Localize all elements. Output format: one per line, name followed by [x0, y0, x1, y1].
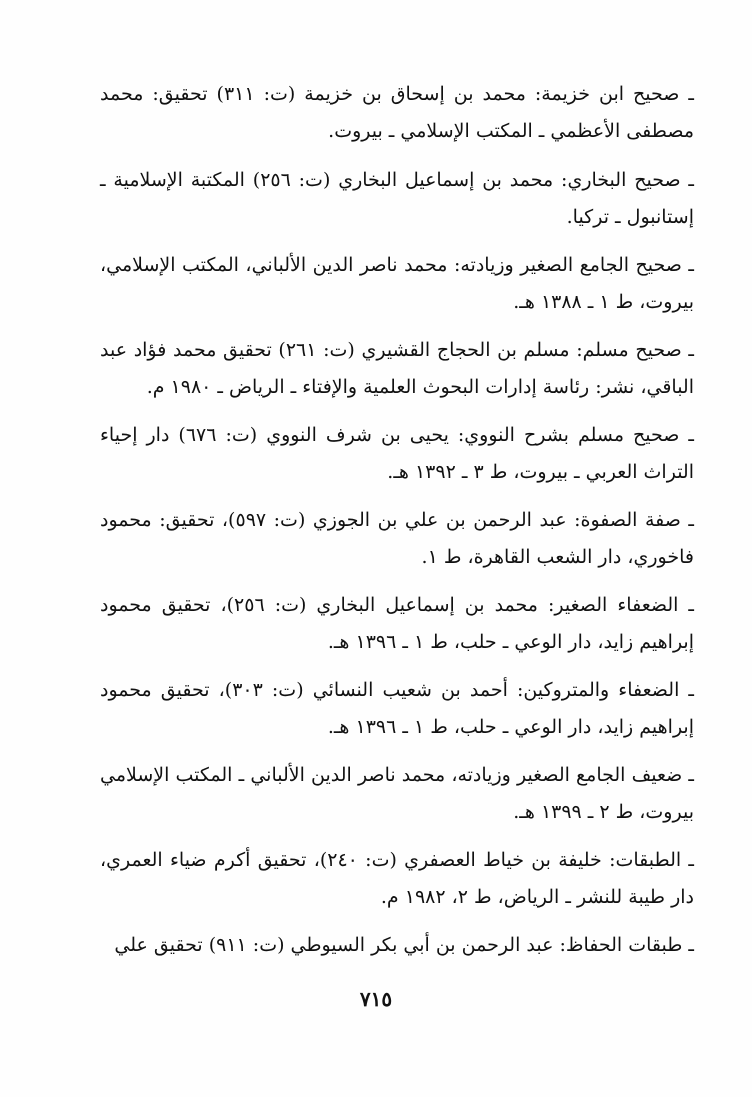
bibliography-entry: ـ الضعفاء الصغير: محمد بن إسماعيل البخاري (ت: ٢٥٦)، تحقيق محمود إبراهيم زايد، دار الوعي ـ حلب، ط ١ ـ ١٣٩٦ هـ.: [100, 594, 694, 653]
bibliography-entry: ـ ضعيف الجامع الصغير وزيادته، محمد ناصر الدين الألباني ـ المكتب الإسلامي بيروت، ط ٢ ـ ١٣٩٩ هـ.: [100, 764, 695, 823]
bibliography-entry: ـ صفة الصفوة: عبد الرحمن بن علي بن الجوزي (ت: ٥٩٧)، تحقيق: محمود فاخوري، دار الشعب القاهرة، ط ١.: [100, 509, 694, 568]
page-number: ٧١٥: [359, 987, 393, 1011]
bibliography-entry: ـ صحيح الجامع الصغير وزيادته: محمد ناصر الدين الألباني، المكتب الإسلامي، بيروت، ط ١ ـ ١٣٨٨ هـ.: [100, 254, 694, 313]
bibliography-entry: ـ طبقات الحفاظ: عبد الرحمن بن أبي بكر السيوطي (ت: ٩١١) تحقيق علي: [114, 934, 694, 956]
bibliography-list: [100, 76, 694, 964]
bibliography-entry: ـ صحيح مسلم: مسلم بن الحجاج القشيري (ت: ٢٦١) تحقيق محمد فؤاد عبد الباقي، نشر: رئاسة إدارات البحوث العلمية والإفتاء ـ الرياض ـ ١٩٨٠ م.: [100, 339, 694, 398]
bibliography-entry: ـ الطبقات: خليفة بن خياط العصفري (ت: ٢٤٠)، تحقيق أكرم ضياء العمري، دار طيبة للنشر ـ الرياض، ط ٢، ١٩٨٢ م.: [100, 849, 694, 908]
bibliography-entry: ـ صحيح البخاري: محمد بن إسماعيل البخاري (ت: ٢٥٦) المكتبة الإسلامية ـ إستانبول ـ تركيا.: [100, 169, 694, 228]
bibliography-entry: ـ صحيح مسلم بشرح النووي: يحيى بن شرف النووي (ت: ٦٧٦) دار إحياء التراث العربي ـ بيروت، ط ٣ ـ ١٣٩٢ هـ.: [100, 424, 695, 483]
bibliography-entry: ـ الضعفاء والمتروكين: أحمد بن شعيب النسائي (ت: ٣٠٣)، تحقيق محمود إبراهيم زايد، دار الوعي ـ حلب، ط ١ ـ ١٣٩٦ هـ.: [100, 679, 695, 738]
bibliography-entry: ـ صحيح ابن خزيمة: محمد بن إسحاق بن خزيمة (ت: ٣١١) تحقيق: محمد مصطفى الأعظمي ـ المكتب الإسلامي ـ بيروت.: [100, 83, 694, 142]
